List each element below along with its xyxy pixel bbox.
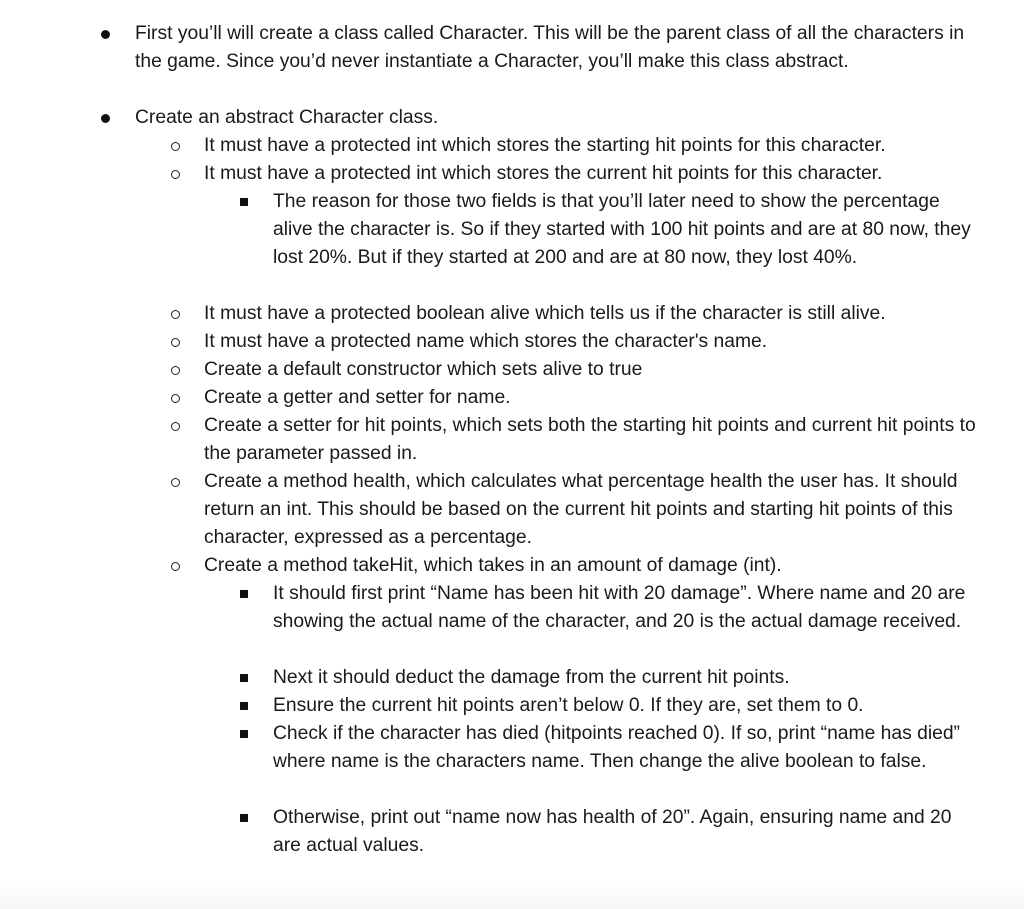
circle-bullet-icon	[167, 160, 204, 188]
disc-bullet-icon	[100, 20, 135, 48]
list-item-text: It must have a protected boolean alive which tells us if the character is still alive.	[204, 303, 886, 324]
list-item	[236, 664, 976, 692]
list-item	[167, 160, 977, 188]
list-item	[167, 412, 977, 468]
list-item	[236, 720, 976, 776]
list-item-text: The reason for those two fields is that you’ll later need to show the percentage alive the character is. So if they started with 100 hit points and are at 80 now, they lost 20%. But if they started at 200 and are at 80 now, they lost 40%.	[273, 191, 971, 268]
circle-bullet-icon	[167, 384, 204, 412]
list-item-text: Create a method health, which calculates what percentage health the user has. It should return an int. This should be based on the current hit points and starting hit points of this character, expressed as a percentage.	[204, 471, 958, 548]
page-bottom-edge	[0, 880, 1024, 909]
list-item	[167, 328, 977, 356]
list-item	[236, 692, 976, 720]
square-bullet-icon	[236, 804, 273, 832]
list-item	[167, 552, 977, 580]
list-item	[100, 20, 980, 76]
list-item-text: Check if the character has died (hitpoints reached 0). If so, print “name has died” where name is the characters name. Then change the alive boolean to false.	[273, 723, 960, 772]
list-item	[100, 104, 980, 132]
list-item-text: It must have a protected int which stores the starting hit points for this character.	[204, 135, 886, 156]
square-bullet-icon	[236, 188, 273, 216]
circle-bullet-icon	[167, 132, 204, 160]
circle-bullet-icon	[167, 356, 204, 384]
list-item-text: Next it should deduct the damage from the current hit points.	[273, 667, 790, 688]
list-item	[167, 300, 977, 328]
list-item	[167, 384, 977, 412]
list-item-text: It must have a protected name which stores the character's name.	[204, 331, 768, 352]
list-item-text: Otherwise, print out “name now has health of 20”. Again, ensuring name and 20 are actual values.	[273, 807, 952, 856]
list-item-text: Create a getter and setter for name.	[204, 387, 511, 408]
list-item	[236, 804, 976, 860]
list-item-text: Create a method takeHit, which takes in an amount of damage (int).	[204, 555, 782, 576]
list-item	[167, 356, 977, 384]
circle-bullet-icon	[167, 300, 204, 328]
list-item	[236, 580, 976, 636]
list-item-text: Create a default constructor which sets alive to true	[204, 359, 643, 380]
list-item-text: Create an abstract Character class.	[135, 107, 439, 128]
disc-bullet-icon	[100, 104, 135, 132]
list-item	[167, 468, 977, 552]
circle-bullet-icon	[167, 412, 204, 440]
list-item-text: It must have a protected int which stores the current hit points for this character.	[204, 163, 883, 184]
square-bullet-icon	[236, 692, 273, 720]
circle-bullet-icon	[167, 552, 204, 580]
list-item-text: Ensure the current hit points aren’t below 0. If they are, set them to 0.	[273, 695, 864, 716]
circle-bullet-icon	[167, 468, 204, 496]
list-item-text: Create a setter for hit points, which sets both the starting hit points and current hit points to the parameter passed in.	[204, 415, 976, 464]
list-item-text: It should first print “Name has been hit with 20 damage”. Where name and 20 are showing the actual name of the character, and 20 is the actual damage received.	[273, 583, 966, 632]
list-item	[236, 188, 976, 272]
square-bullet-icon	[236, 720, 273, 748]
list-item	[167, 132, 977, 160]
list-item-text: First you’ll will create a class called Character. This will be the parent class of all the characters in the game. Since you’d never instantiate a Character, you’ll make this class abstract.	[135, 23, 965, 72]
circle-bullet-icon	[167, 328, 204, 356]
square-bullet-icon	[236, 664, 273, 692]
square-bullet-icon	[236, 580, 273, 608]
